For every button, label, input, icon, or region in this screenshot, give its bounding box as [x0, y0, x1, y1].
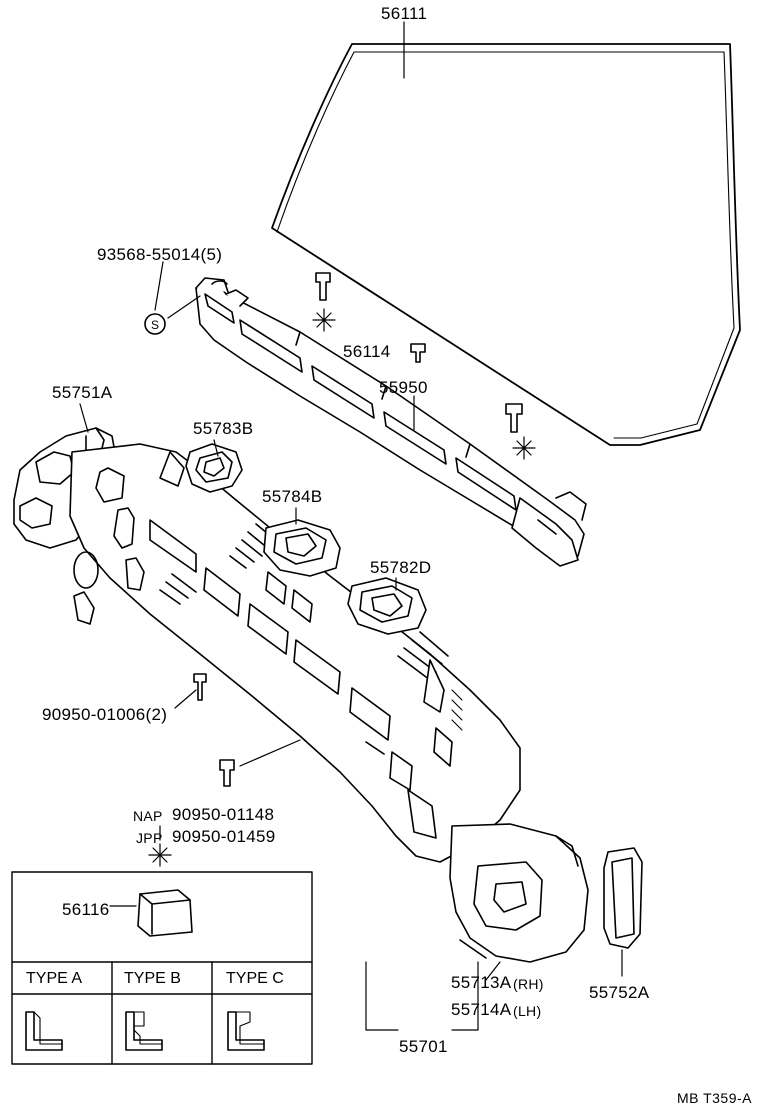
part-55752a-shape	[604, 848, 642, 948]
label-55950: 55950	[379, 378, 428, 397]
diagram-footer-code: MB T359-A	[676, 1090, 752, 1106]
label-55713a-rh: (RH)	[513, 976, 544, 992]
label-55782d: 55782D	[370, 558, 432, 577]
label-55713a: 55713A	[451, 973, 512, 992]
label-55714a: 55714A	[451, 1000, 512, 1019]
label-56111: 56111	[381, 4, 428, 23]
label-55751a: 55751A	[52, 383, 113, 402]
label-55701: 55701	[399, 1037, 448, 1056]
label-55752a: 55752A	[589, 983, 650, 1002]
label-90950-01006: 90950-01006(2)	[42, 705, 168, 724]
clip-93568-symbol	[145, 262, 200, 334]
label-56114: 56114	[343, 342, 391, 361]
svg-text:S: S	[150, 318, 160, 332]
label-56116: 56116	[62, 900, 110, 919]
label-55714a-lh: (LH)	[513, 1003, 542, 1019]
type-a-header: TYPE A	[26, 970, 83, 987]
clip-symbol-right	[506, 404, 535, 459]
inset-type-box	[12, 872, 312, 1064]
label-90950-01148: 90950-01148	[172, 805, 275, 824]
label-jpp: JPP	[136, 830, 163, 846]
label-90950-01459: 90950-01459	[172, 827, 276, 846]
clip-symbol-upper	[313, 273, 335, 331]
part-56114-symbol	[411, 344, 425, 362]
type-c-header: TYPE C	[226, 970, 284, 987]
label-55783b: 55783B	[193, 419, 254, 438]
label-55784b: 55784B	[262, 487, 323, 506]
label-nap: NAP	[133, 808, 163, 824]
type-b-header: TYPE B	[124, 970, 181, 987]
label-93568-55014: 93568-55014(5)	[97, 245, 223, 264]
bolt-90950-01006-symbol	[175, 674, 206, 708]
part-55783b-shape	[186, 444, 242, 492]
part-55713a-side-panel	[450, 824, 588, 962]
clip-90950-01148-symbol	[149, 740, 300, 866]
